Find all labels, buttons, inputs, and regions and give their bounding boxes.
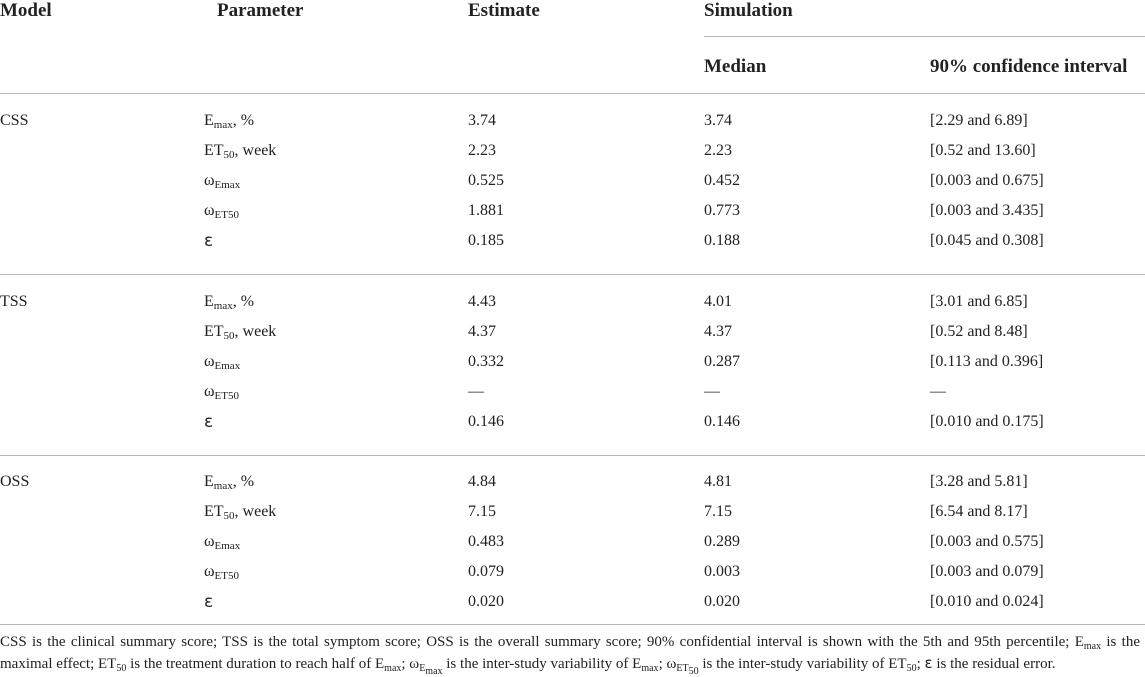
median-cell: — xyxy=(704,383,720,400)
median-cell: 7.15 xyxy=(704,503,732,520)
ci-cell: [0.010 and 0.024] xyxy=(930,593,1044,610)
median-cell: 4.37 xyxy=(704,323,732,340)
median-cell: 4.01 xyxy=(704,293,732,310)
ci-cell: [0.003 and 0.575] xyxy=(930,533,1044,550)
ci-cell: [0.52 and 13.60] xyxy=(930,142,1036,159)
parameter-cell: $\omega_{ET50}$ xyxy=(204,563,239,582)
estimate-cell: 0.483 xyxy=(468,533,504,550)
estimate-cell: 0.079 xyxy=(468,563,504,580)
simulation-divider xyxy=(704,36,1145,37)
median-cell: 3.74 xyxy=(704,112,732,129)
median-cell: 0.146 xyxy=(704,413,740,430)
parameter-cell: $ET_{50}$, week xyxy=(204,323,277,342)
parameter-cell: $\omega_{ET50}$ xyxy=(204,202,239,221)
model-label: TSS xyxy=(0,293,28,310)
model-label: OSS xyxy=(0,473,30,490)
parameter-cell: ε xyxy=(204,592,214,612)
parameter-cell: $ET_{50}$, week xyxy=(204,142,277,161)
ci-cell: [0.52 and 8.48] xyxy=(930,323,1028,340)
ci-cell: [0.010 and 0.175] xyxy=(930,413,1044,430)
median-cell: 0.773 xyxy=(704,202,740,219)
ci-cell: — xyxy=(930,383,946,400)
group-divider xyxy=(0,274,1145,275)
estimate-cell: 4.43 xyxy=(468,293,496,310)
estimate-cell: 0.020 xyxy=(468,593,504,610)
median-cell: 2.23 xyxy=(704,142,732,159)
ci-cell: [0.045 and 0.308] xyxy=(930,232,1044,249)
ci-cell: [6.54 and 8.17] xyxy=(930,503,1028,520)
footnote-rendered: CSS is the clinical summary score; TSS is the total symptom score; OSS is the overall summary score; 90% confidential interval is shown with the 5th and 95th percentile; $E_{max}$ is the maximal effect; $ET_{50}$ is the treatment duration to reach half of $E_{max}$; $\omega_{E_{max}}$ is the inter-study variability of $E_{max}$; $\omega_{ET_{50}}$ is the inter-study variability of $ET_{50}$; ε is the residual error. xyxy=(0,634,1140,677)
ci-cell: [2.29 and 6.89] xyxy=(930,112,1028,129)
estimate-cell: 0.525 xyxy=(468,172,504,189)
estimate-cell: 3.74 xyxy=(468,112,496,129)
median-cell: 0.452 xyxy=(704,172,740,189)
table-bottom-rule xyxy=(0,624,1145,625)
ci-cell: [0.003 and 3.435] xyxy=(930,202,1044,219)
parameter-cell: $\omega_{Emax}$ xyxy=(204,533,241,552)
median-cell: 0.020 xyxy=(704,593,740,610)
estimate-cell: 0.332 xyxy=(468,353,504,370)
ci-cell: [0.113 and 0.396] xyxy=(930,353,1044,370)
parameter-cell: $ET_{50}$, week xyxy=(204,503,277,522)
parameter-cell: $E_{max}$, % xyxy=(204,112,255,131)
parameter-cell: $E_{max}$, % xyxy=(204,293,255,312)
median-cell: 0.287 xyxy=(704,353,740,370)
parameter-cell: $E_{max}$, % xyxy=(204,473,255,492)
header-model: Model xyxy=(0,0,52,21)
median-cell: 4.81 xyxy=(704,473,732,490)
estimate-cell: 0.185 xyxy=(468,232,504,249)
estimate-cell: 0.146 xyxy=(468,413,504,430)
header-confidence-interval: 90% confidence interval xyxy=(930,56,1128,77)
parameter-cell: $\omega_{Emax}$ xyxy=(204,353,241,372)
ci-cell: [0.003 and 0.079] xyxy=(930,563,1044,580)
ci-cell: [3.28 and 5.81] xyxy=(930,473,1028,490)
median-cell: 0.289 xyxy=(704,533,740,550)
median-cell: 0.188 xyxy=(704,232,740,249)
group-divider xyxy=(0,455,1145,456)
estimate-cell: 2.23 xyxy=(468,142,496,159)
parameter-cell: $\omega_{Emax}$ xyxy=(204,172,241,191)
header-simulation: Simulation xyxy=(704,0,793,21)
model-label: CSS xyxy=(0,112,29,129)
header-estimate: Estimate xyxy=(468,0,540,21)
estimate-cell: 7.15 xyxy=(468,503,496,520)
parameter-cell: ε xyxy=(204,412,214,432)
parameter-cell: ε xyxy=(204,231,214,251)
header-parameter: Parameter xyxy=(217,0,304,21)
header-bottom-rule xyxy=(0,93,1145,94)
header-median: Median xyxy=(704,56,767,77)
ci-cell: [3.01 and 6.85] xyxy=(930,293,1028,310)
estimate-cell: 4.37 xyxy=(468,323,496,340)
ci-cell: [0.003 and 0.675] xyxy=(930,172,1044,189)
parameter-cell: $\omega_{ET50}$ xyxy=(204,383,239,402)
estimate-cell: 4.84 xyxy=(468,473,496,490)
estimate-cell: — xyxy=(468,383,484,400)
estimate-cell: 1.881 xyxy=(468,202,504,219)
table-footnote xyxy=(0,632,1140,675)
median-cell: 0.003 xyxy=(704,563,740,580)
